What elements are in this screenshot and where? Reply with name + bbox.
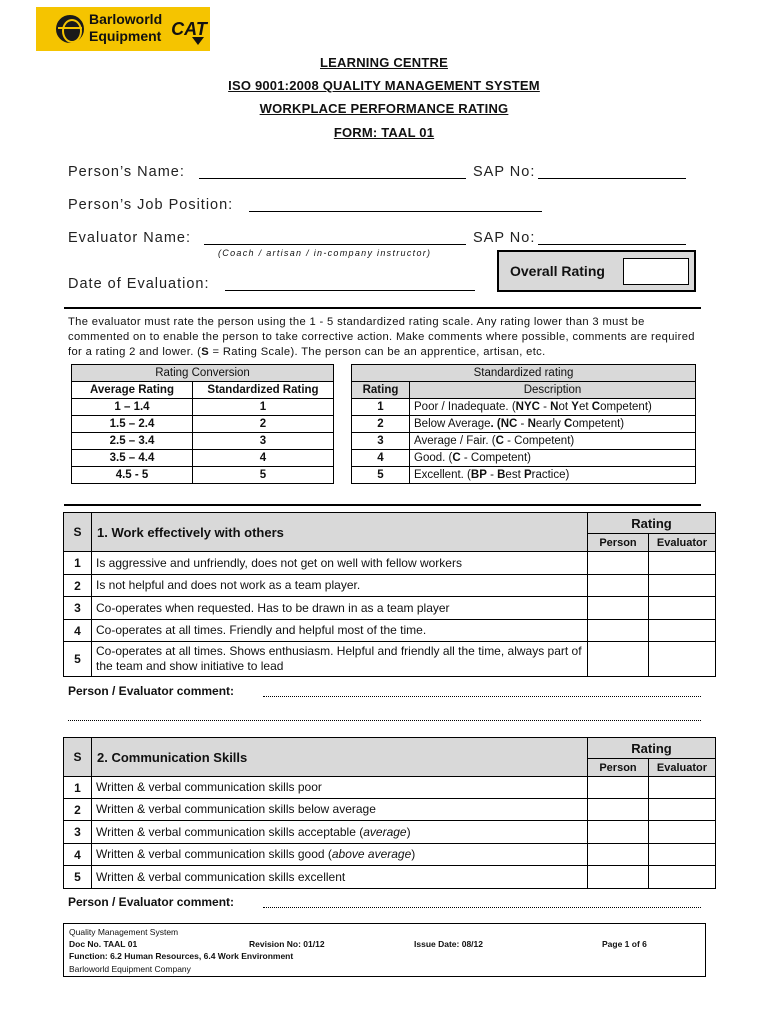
rating-number: 4: [352, 450, 410, 467]
overall-rating-panel: [497, 250, 696, 292]
evaluator-rating-cell[interactable]: [649, 777, 716, 799]
cat-logo-icon: [168, 11, 210, 47]
sap-no-label: SAP No:: [473, 164, 536, 180]
person-rating-cell[interactable]: [588, 552, 649, 575]
evaluator-column-header: Evaluator: [649, 534, 716, 552]
iso-heading: ISO 9001:2008 QUALITY MANAGEMENT SYSTEM: [228, 78, 540, 93]
item-text: Is aggressive and unfriendly, does not get on well with fellow workers: [92, 552, 588, 575]
section-2-comment-field[interactable]: [263, 907, 701, 908]
table-row: [64, 620, 716, 642]
overall-rating-input[interactable]: [623, 258, 689, 285]
evaluator-sap-no-label: SAP No:: [473, 230, 536, 246]
evaluator-name-label: Evaluator Name:: [68, 230, 191, 246]
person-rating-cell[interactable]: [588, 597, 649, 620]
standardized-rating-header: Standardized Rating: [193, 382, 334, 399]
table-row: [352, 467, 696, 484]
footer-company: Barloworld Equipment Company: [69, 964, 191, 974]
table-row: [352, 433, 696, 450]
item-number: 3: [64, 821, 92, 844]
date-of-evaluation-label: Date of Evaluation:: [68, 276, 210, 292]
section-2-title: 2. Communication Skills: [92, 738, 588, 777]
rating-conversion-title: Rating Conversion: [72, 365, 334, 382]
document-footer: [63, 923, 706, 977]
instructions-text: [68, 315, 700, 360]
date-of-evaluation-field[interactable]: [225, 290, 475, 291]
evaluator-rating-cell[interactable]: [649, 799, 716, 821]
average-rating-cell: 2.5 – 3.4: [72, 433, 193, 450]
evaluator-rating-cell[interactable]: [649, 575, 716, 597]
table-row: [72, 450, 334, 467]
item-text: Co-operates at all times. Shows enthusiasm. Helpful and friendly all the time, always part of the team and show initiative to lead: [92, 642, 588, 677]
instructions-post: = Rating Scale). The person can be an apprentice, artisan, etc.: [209, 346, 546, 358]
footer-issue-date: Issue Date: 08/12: [414, 939, 483, 949]
footer-qms: Quality Management System: [69, 927, 179, 937]
item-text: Is not helpful and does not work as a team player.: [92, 575, 588, 597]
standardized-rating-cell: 1: [193, 399, 334, 416]
globe-icon: [54, 13, 86, 45]
persons-name-field[interactable]: [199, 178, 466, 179]
rating-number: 1: [352, 399, 410, 416]
average-rating-cell: 1.5 – 2.4: [72, 416, 193, 433]
table-row: [64, 777, 716, 799]
company-logo: [36, 7, 210, 51]
table-row: [352, 416, 696, 433]
person-column-header: Person: [588, 759, 649, 777]
evaluator-rating-cell[interactable]: [649, 642, 716, 677]
item-text: Co-operates when requested. Has to be drawn in as a team player: [92, 597, 588, 620]
person-rating-cell[interactable]: [588, 799, 649, 821]
learning-centre-heading: LEARNING CENTRE: [320, 55, 448, 70]
footer-revision: Revision No: 01/12: [249, 939, 325, 949]
section-1-comment-field-2[interactable]: [68, 720, 701, 721]
item-number: 1: [64, 777, 92, 799]
standardized-rating-title: Standardized rating: [352, 365, 696, 382]
item-text: Written & verbal communication skills poor: [92, 777, 588, 799]
footer-doc-no: Doc No. TAAL 01: [69, 939, 138, 949]
item-text: Written & verbal communication skills acceptable (average): [92, 821, 588, 844]
person-rating-cell[interactable]: [588, 575, 649, 597]
item-number: 2: [64, 575, 92, 597]
person-column-header: Person: [588, 534, 649, 552]
rating-description: Average / Fair. (C - Competent): [410, 433, 696, 450]
rating-heading: WORKPLACE PERFORMANCE RATING: [259, 101, 509, 116]
footer-page: Page 1 of 6: [602, 939, 647, 949]
item-text: Written & verbal communication skills below average: [92, 799, 588, 821]
table-row: [64, 821, 716, 844]
average-rating-cell: 3.5 – 4.4: [72, 450, 193, 467]
table-row: [64, 597, 716, 620]
rating-description: Good. (C - Competent): [410, 450, 696, 467]
item-number: 1: [64, 552, 92, 575]
section-1-title: 1. Work effectively with others: [92, 513, 588, 552]
person-rating-cell[interactable]: [588, 821, 649, 844]
logo-line-1: Barloworld: [89, 11, 163, 27]
evaluator-rating-cell[interactable]: [649, 821, 716, 844]
standardized-rating-table: [351, 364, 696, 484]
description-column-header: Description: [410, 382, 696, 399]
instructions-pre: The evaluator must rate the person using the 1 - 5 standardized rating scale. Any rating lower than 3 must be commented on to enable the person to take corrective action. Make comments where possible, comments are required for a rating 2 and lower. (: [68, 316, 695, 358]
table-row: [72, 433, 334, 450]
section-2-table: [63, 737, 716, 889]
evaluator-rating-cell[interactable]: [649, 844, 716, 866]
rating-description: Excellent. (BP - Best Practice): [410, 467, 696, 484]
evaluator-rating-cell[interactable]: [649, 866, 716, 889]
persons-name-label: Person’s Name:: [68, 164, 185, 180]
overall-rating-label: Overall Rating: [510, 263, 605, 279]
standardized-rating-cell: 3: [193, 433, 334, 450]
table-row: [64, 552, 716, 575]
evaluator-sap-no-field[interactable]: [538, 244, 686, 245]
logo-wordmark: [89, 11, 162, 45]
sap-no-field[interactable]: [538, 178, 686, 179]
footer-function: Function: 6.2 Human Resources, 6.4 Work Environment: [69, 951, 294, 961]
item-number: 4: [64, 844, 92, 866]
person-rating-cell[interactable]: [588, 642, 649, 677]
item-text: Co-operates at all times. Friendly and helpful most of the time.: [92, 620, 588, 642]
standardized-rating-cell: 4: [193, 450, 334, 467]
table-row: [352, 399, 696, 416]
divider: [64, 307, 701, 309]
table-row: [72, 467, 334, 484]
rating-number: 2: [352, 416, 410, 433]
item-number: 5: [64, 642, 92, 677]
table-row: [64, 575, 716, 597]
logo-line-2: Equipment: [89, 28, 162, 44]
item-text: Written & verbal communication skills excellent: [92, 866, 588, 889]
item-number: 2: [64, 799, 92, 821]
item-number: 3: [64, 597, 92, 620]
person-rating-cell[interactable]: [588, 620, 649, 642]
rating-column-header: Rating: [588, 738, 716, 759]
rating-number: 5: [352, 467, 410, 484]
instructions-s: S: [201, 346, 210, 358]
evaluator-column-header: Evaluator: [649, 759, 716, 777]
rating-conversion-table: [71, 364, 334, 484]
section-1-comment-field[interactable]: [263, 696, 701, 697]
section-1-comment-label: Person / Evaluator comment:: [68, 684, 235, 698]
evaluator-note: (Coach / artisan / in-company instructor): [218, 248, 432, 258]
table-row: [64, 844, 716, 866]
standardized-rating-cell: 5: [193, 467, 334, 484]
evaluator-rating-cell[interactable]: [649, 620, 716, 642]
rating-description: Below Average. (NC - Nearly Competent): [410, 416, 696, 433]
item-number: 4: [64, 620, 92, 642]
rating-description: Poor / Inadequate. (NYC - Not Yet Competent): [410, 399, 696, 416]
job-position-label: Person’s Job Position:: [68, 197, 234, 213]
rating-number: 3: [352, 433, 410, 450]
table-row: [64, 866, 716, 889]
person-rating-cell[interactable]: [588, 866, 649, 889]
average-rating-cell: 1 – 1.4: [72, 399, 193, 416]
item-text: Written & verbal communication skills good (above average): [92, 844, 588, 866]
table-row: [64, 799, 716, 821]
rating-column-header: Rating: [352, 382, 410, 399]
divider: [64, 504, 701, 506]
rating-column-header: Rating: [588, 513, 716, 534]
form-heading: FORM: TAAL 01: [333, 125, 435, 140]
average-rating-header: Average Rating: [72, 382, 193, 399]
table-row: [72, 416, 334, 433]
standardized-rating-cell: 2: [193, 416, 334, 433]
evaluator-rating-cell[interactable]: [649, 597, 716, 620]
section-2-comment-label: Person / Evaluator comment:: [68, 895, 235, 909]
average-rating-cell: 4.5 - 5: [72, 467, 193, 484]
s-column-header: S: [64, 513, 92, 552]
section-1-table: [63, 512, 716, 677]
table-row: [352, 450, 696, 467]
evaluator-name-field[interactable]: [204, 244, 466, 245]
item-number: 5: [64, 866, 92, 889]
cat-logo-text: CAT: [171, 19, 207, 39]
table-row: [64, 642, 716, 677]
person-rating-cell[interactable]: [588, 777, 649, 799]
person-rating-cell[interactable]: [588, 844, 649, 866]
job-position-field[interactable]: [249, 211, 542, 212]
s-column-header: S: [64, 738, 92, 777]
table-row: [72, 399, 334, 416]
evaluator-rating-cell[interactable]: [649, 552, 716, 575]
